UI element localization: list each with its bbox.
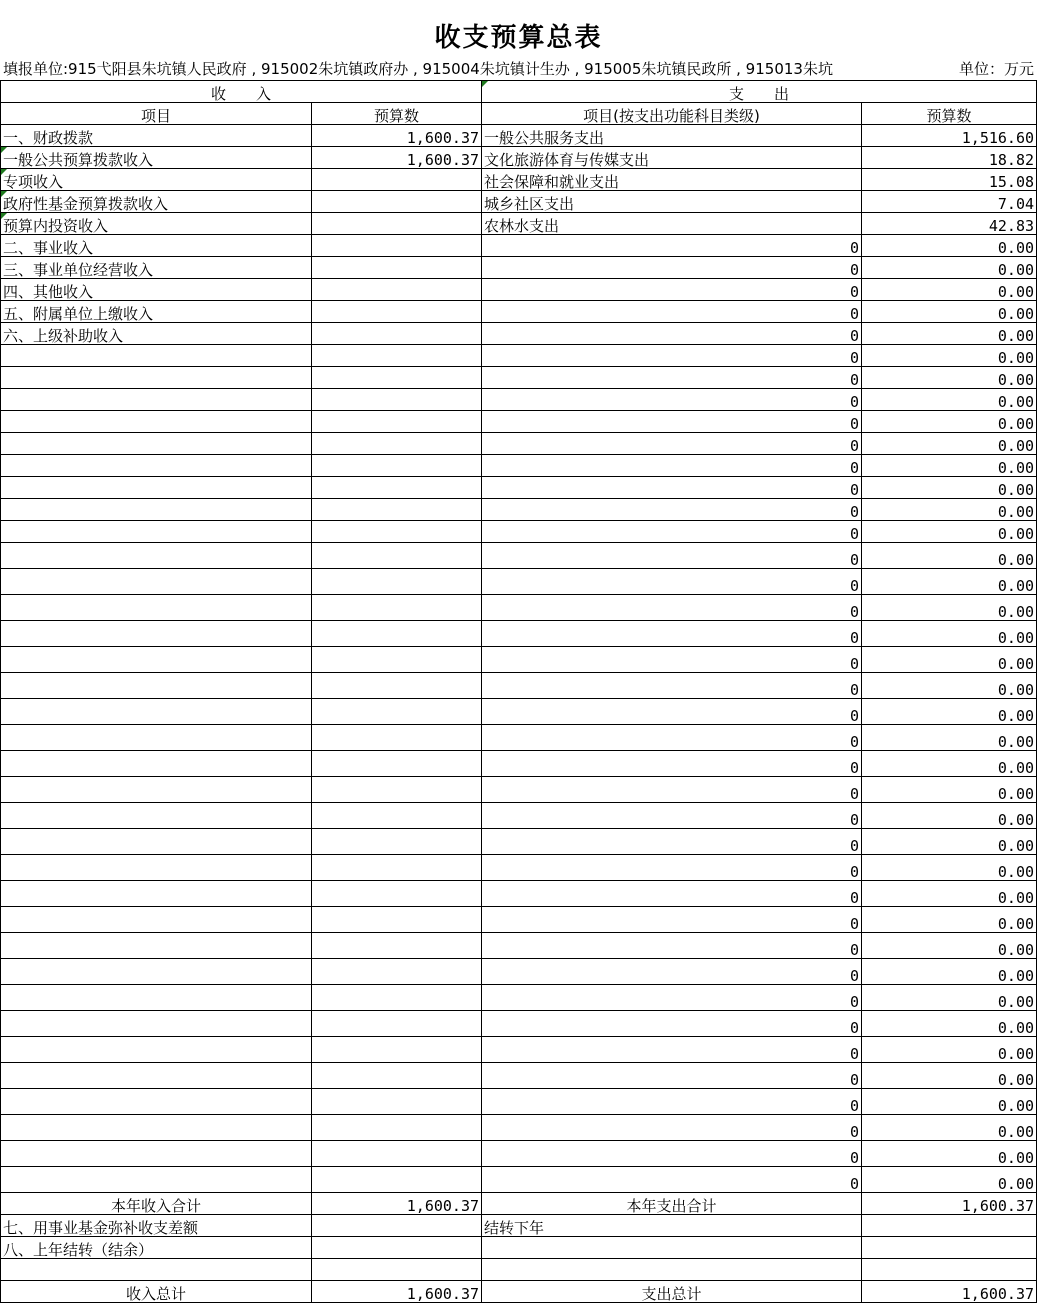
table-row: [1, 1115, 1037, 1141]
income-item-cell[interactable]: [1, 621, 312, 647]
table-row: [1, 777, 1037, 803]
expense-amount-cell[interactable]: 0.00: [862, 933, 1037, 959]
income-item-cell[interactable]: [1, 1011, 312, 1037]
expense-amount-cell[interactable]: 0.00: [862, 455, 1037, 477]
prev-carry-amount[interactable]: [312, 1237, 482, 1259]
income-item-cell[interactable]: [1, 499, 312, 521]
expense-amount-cell[interactable]: 0.00: [862, 595, 1037, 621]
income-item-cell[interactable]: [1, 1063, 312, 1089]
expense-amount-cell[interactable]: 0.00: [862, 881, 1037, 907]
table-row: [1, 301, 1037, 323]
expense-item-cell[interactable]: 文化旅游体育与传媒支出: [482, 147, 862, 169]
expense-item-cell[interactable]: 0: [482, 751, 862, 777]
expense-amount-cell[interactable]: 0.00: [862, 751, 1037, 777]
expense-amount-cell[interactable]: 0.00: [862, 477, 1037, 499]
table-row: [1, 367, 1037, 389]
expense-amount-cell[interactable]: 0.00: [862, 985, 1037, 1011]
income-item-cell[interactable]: [1, 673, 312, 699]
income-item-cell[interactable]: [1, 881, 312, 907]
income-amount-cell[interactable]: [312, 699, 482, 725]
expense-item-cell[interactable]: 0: [482, 595, 862, 621]
expense-item-cell[interactable]: 0: [482, 647, 862, 673]
table-row: [1, 345, 1037, 367]
expense-amount-cell[interactable]: 0.00: [862, 1011, 1037, 1037]
expense-item-cell[interactable]: 0: [482, 881, 862, 907]
expense-item-cell[interactable]: 0: [482, 1089, 862, 1115]
income-amount-cell[interactable]: [312, 881, 482, 907]
expense-amount-cell[interactable]: 0.00: [862, 777, 1037, 803]
income-item-cell[interactable]: [1, 595, 312, 621]
income-item-cell[interactable]: [1, 985, 312, 1011]
year-expense-total-amount[interactable]: 1,600.37: [862, 1193, 1037, 1215]
income-amount-cell[interactable]: [312, 647, 482, 673]
table-row: [1, 907, 1037, 933]
income-item-cell[interactable]: [1, 725, 312, 751]
expense-amount-cell[interactable]: 0.00: [862, 1037, 1037, 1063]
income-item-cell[interactable]: [1, 543, 312, 569]
grand-total-row: [1, 1281, 1037, 1303]
prev-carry-label[interactable]: 八、上年结转（结余）: [1, 1237, 312, 1259]
blank-cell[interactable]: [1, 1259, 312, 1281]
table-row: [1, 569, 1037, 595]
table-row: [1, 411, 1037, 433]
table-row: [1, 959, 1037, 985]
income-amount-cell[interactable]: [312, 213, 482, 235]
income-amount-cell[interactable]: [312, 235, 482, 257]
income-amount-cell[interactable]: [312, 829, 482, 855]
income-item-cell[interactable]: [1, 521, 312, 543]
income-amount-cell[interactable]: [312, 1037, 482, 1063]
expense-amount-cell[interactable]: 42.83: [862, 213, 1037, 235]
income-item-cell[interactable]: [1, 907, 312, 933]
table-row: [1, 1089, 1037, 1115]
year-income-total-amount[interactable]: 1,600.37: [312, 1193, 482, 1215]
expense-item-cell[interactable]: 一般公共服务支出: [482, 125, 862, 147]
expense-amount-header[interactable]: 预算数: [862, 103, 1037, 125]
income-item-cell[interactable]: [1, 477, 312, 499]
income-item-cell[interactable]: [1, 1167, 312, 1193]
expense-item-cell[interactable]: 0: [482, 301, 862, 323]
year-expense-total-label[interactable]: 本年支出合计: [482, 1193, 862, 1215]
income-item-cell[interactable]: [1, 1141, 312, 1167]
expense-amount-cell[interactable]: 0.00: [862, 235, 1037, 257]
expense-item-cell[interactable]: 0: [482, 455, 862, 477]
table-row: [1, 595, 1037, 621]
income-item-header[interactable]: 项目: [1, 103, 312, 125]
expense-item-cell[interactable]: 0: [482, 477, 862, 499]
total-expense-amount[interactable]: 1,600.37: [862, 1281, 1037, 1303]
income-item-cell[interactable]: [1, 433, 312, 455]
income-amount-cell[interactable]: [312, 323, 482, 345]
expense-amount-cell[interactable]: 18.82: [862, 147, 1037, 169]
expense-amount-cell[interactable]: 0.00: [862, 725, 1037, 751]
income-amount-cell[interactable]: [312, 411, 482, 433]
table-row: [1, 751, 1037, 777]
income-amount-cell[interactable]: [312, 855, 482, 881]
expense-amount-cell[interactable]: 0.00: [862, 389, 1037, 411]
table-row: [1, 1011, 1037, 1037]
income-item-cell[interactable]: 一般公共预算拨款收入: [1, 147, 312, 169]
income-amount-cell[interactable]: [312, 257, 482, 279]
income-item-cell[interactable]: 六、上级补助收入: [1, 323, 312, 345]
income-group-header[interactable]: 收 入: [1, 81, 482, 103]
income-amount-cell[interactable]: [312, 301, 482, 323]
expense-item-cell[interactable]: 0: [482, 1167, 862, 1193]
income-item-cell[interactable]: [1, 777, 312, 803]
expense-item-cell[interactable]: 0: [482, 1037, 862, 1063]
expense-amount-cell[interactable]: 0.00: [862, 1089, 1037, 1115]
expense-amount-cell[interactable]: 0.00: [862, 323, 1037, 345]
income-item-cell[interactable]: 三、事业单位经营收入: [1, 257, 312, 279]
income-item-cell[interactable]: [1, 389, 312, 411]
income-item-cell[interactable]: 专项收入: [1, 169, 312, 191]
income-item-cell[interactable]: [1, 803, 312, 829]
income-item-cell[interactable]: 预算内投资收入: [1, 213, 312, 235]
income-amount-cell[interactable]: [312, 1141, 482, 1167]
table-row: [1, 521, 1037, 543]
income-amount-cell[interactable]: [312, 621, 482, 647]
reporting-unit: 填报单位:915弋阳县朱坑镇人民政府 , 915002朱坑镇政府办 , 915004朱坑镇计生办 , 915005朱坑镇民政所 , 915013朱坑: [3, 60, 833, 78]
expense-item-cell[interactable]: 0: [482, 959, 862, 985]
expense-item-cell[interactable]: 0: [482, 521, 862, 543]
expense-item-cell[interactable]: 0: [482, 569, 862, 595]
income-item-cell[interactable]: [1, 751, 312, 777]
income-amount-cell[interactable]: [312, 1167, 482, 1193]
income-amount-cell[interactable]: [312, 433, 482, 455]
income-amount-cell[interactable]: [312, 345, 482, 367]
page-title: 收支预算总表: [434, 23, 603, 53]
expense-amount-cell[interactable]: 0.00: [862, 1063, 1037, 1089]
income-item-cell[interactable]: [1, 569, 312, 595]
expense-amount-cell[interactable]: 0.00: [862, 257, 1037, 279]
group-header-row: [1, 81, 1037, 103]
income-amount-cell[interactable]: [312, 751, 482, 777]
expense-amount-cell[interactable]: 0.00: [862, 1141, 1037, 1167]
table-row: [1, 543, 1037, 569]
expense-item-cell[interactable]: 0: [482, 673, 862, 699]
expense-item-cell[interactable]: 0: [482, 699, 862, 725]
expense-amount-cell[interactable]: 0.00: [862, 855, 1037, 881]
income-amount-cell[interactable]: [312, 959, 482, 985]
income-item-cell[interactable]: [1, 647, 312, 673]
table-row: [1, 933, 1037, 959]
income-amount-cell[interactable]: [312, 1011, 482, 1037]
income-item-cell[interactable]: [1, 1089, 312, 1115]
year-total-row: [1, 1193, 1037, 1215]
expense-item-cell[interactable]: 0: [482, 367, 862, 389]
expense-group-header[interactable]: 支 出: [482, 81, 1037, 103]
expense-amount-cell[interactable]: 0.00: [862, 367, 1037, 389]
total-income-amount[interactable]: 1,600.37: [312, 1281, 482, 1303]
income-amount-cell[interactable]: [312, 389, 482, 411]
blank-row: [1, 1259, 1037, 1281]
table-row: [1, 699, 1037, 725]
income-item-cell[interactable]: 四、其他收入: [1, 279, 312, 301]
expense-item-cell[interactable]: 0: [482, 777, 862, 803]
income-item-cell[interactable]: 政府性基金预算拨款收入: [1, 191, 312, 213]
expense-amount-cell[interactable]: 15.08: [862, 169, 1037, 191]
expense-amount-cell[interactable]: 0.00: [862, 621, 1037, 647]
table-row: [1, 477, 1037, 499]
income-amount-cell[interactable]: [312, 521, 482, 543]
table-row: [1, 803, 1037, 829]
expense-item-cell[interactable]: 0: [482, 389, 862, 411]
table-row: [1, 191, 1037, 213]
table-row: [1, 1141, 1037, 1167]
fund-gap-label[interactable]: 七、用事业基金弥补收支差额: [1, 1215, 312, 1237]
expense-item-cell[interactable]: 0: [482, 621, 862, 647]
income-amount-cell[interactable]: [312, 803, 482, 829]
fund-gap-row: [1, 1215, 1037, 1237]
income-item-cell[interactable]: [1, 1115, 312, 1141]
expense-amount-cell[interactable]: 0.00: [862, 907, 1037, 933]
expense-item-cell[interactable]: 0: [482, 345, 862, 367]
income-item-cell[interactable]: [1, 959, 312, 985]
prev-carry-row: [1, 1237, 1037, 1259]
expense-item-cell[interactable]: 社会保障和就业支出: [482, 169, 862, 191]
table-row: [1, 169, 1037, 191]
expense-amount-cell[interactable]: 7.04: [862, 191, 1037, 213]
blank-cell[interactable]: [482, 1259, 862, 1281]
income-amount-cell[interactable]: [312, 569, 482, 595]
expense-item-header[interactable]: 项目(按支出功能科目类级): [482, 103, 862, 125]
blank-cell[interactable]: [862, 1237, 1037, 1259]
table-row: [1, 213, 1037, 235]
expense-item-cell[interactable]: 0: [482, 257, 862, 279]
expense-item-cell[interactable]: 0: [482, 855, 862, 881]
expense-amount-cell[interactable]: 0.00: [862, 543, 1037, 569]
income-amount-cell[interactable]: [312, 477, 482, 499]
income-amount-cell[interactable]: [312, 1089, 482, 1115]
income-amount-cell[interactable]: [312, 455, 482, 477]
expense-amount-cell[interactable]: 0.00: [862, 499, 1037, 521]
income-amount-cell[interactable]: [312, 543, 482, 569]
income-item-cell[interactable]: [1, 367, 312, 389]
income-amount-cell[interactable]: [312, 725, 482, 751]
blank-cell[interactable]: [482, 1237, 862, 1259]
budget-table: [0, 80, 1037, 1303]
expense-item-cell[interactable]: 0: [482, 433, 862, 455]
income-item-cell[interactable]: [1, 699, 312, 725]
expense-item-cell[interactable]: 0: [482, 235, 862, 257]
income-item-cell[interactable]: [1, 455, 312, 477]
expense-amount-cell[interactable]: 0.00: [862, 279, 1037, 301]
income-amount-cell[interactable]: [312, 169, 482, 191]
income-item-cell[interactable]: 一、财政拨款: [1, 125, 312, 147]
fund-gap-amount[interactable]: [312, 1215, 482, 1237]
income-amount-cell[interactable]: [312, 777, 482, 803]
expense-amount-cell[interactable]: 0.00: [862, 569, 1037, 595]
expense-item-cell[interactable]: 0: [482, 1141, 862, 1167]
table-row: [1, 1167, 1037, 1193]
income-item-cell[interactable]: [1, 345, 312, 367]
expense-item-cell[interactable]: 0: [482, 543, 862, 569]
expense-item-cell[interactable]: 0: [482, 323, 862, 345]
expense-item-cell[interactable]: 0: [482, 933, 862, 959]
income-item-cell[interactable]: 五、附属单位上缴收入: [1, 301, 312, 323]
expense-item-cell[interactable]: 农林水支出: [482, 213, 862, 235]
expense-item-cell[interactable]: 0: [482, 1063, 862, 1089]
income-amount-cell[interactable]: [312, 191, 482, 213]
expense-amount-cell[interactable]: 0.00: [862, 803, 1037, 829]
table-row: [1, 389, 1037, 411]
expense-amount-cell[interactable]: 0.00: [862, 673, 1037, 699]
income-item-cell[interactable]: 二、事业收入: [1, 235, 312, 257]
income-amount-cell[interactable]: [312, 907, 482, 933]
total-income-label[interactable]: 收入总计: [1, 1281, 312, 1303]
income-amount-cell[interactable]: [312, 933, 482, 959]
expense-item-cell[interactable]: 0: [482, 725, 862, 751]
income-item-cell[interactable]: [1, 855, 312, 881]
expense-item-cell[interactable]: 0: [482, 985, 862, 1011]
expense-amount-cell[interactable]: 0.00: [862, 829, 1037, 855]
income-amount-cell[interactable]: [312, 367, 482, 389]
income-item-cell[interactable]: [1, 933, 312, 959]
table-row: [1, 621, 1037, 647]
expense-amount-cell[interactable]: 0.00: [862, 699, 1037, 725]
expense-item-cell[interactable]: 0: [482, 829, 862, 855]
expense-amount-cell[interactable]: 0.00: [862, 301, 1037, 323]
year-income-total-label[interactable]: 本年收入合计: [1, 1193, 312, 1215]
expense-item-cell[interactable]: 城乡社区支出: [482, 191, 862, 213]
carry-next-label[interactable]: 结转下年: [482, 1215, 862, 1237]
table-row: [1, 725, 1037, 751]
expense-amount-cell[interactable]: 0.00: [862, 959, 1037, 985]
table-row: [1, 829, 1037, 855]
table-row: [1, 881, 1037, 907]
table-row: [1, 235, 1037, 257]
expense-item-cell[interactable]: 0: [482, 1011, 862, 1037]
expense-item-cell[interactable]: 0: [482, 499, 862, 521]
column-header-row: [1, 103, 1037, 125]
income-amount-cell[interactable]: [312, 985, 482, 1011]
expense-amount-cell[interactable]: 0.00: [862, 521, 1037, 543]
income-item-cell[interactable]: [1, 829, 312, 855]
table-row: [1, 1063, 1037, 1089]
income-amount-cell[interactable]: [312, 499, 482, 521]
table-row: [1, 147, 1037, 169]
expense-amount-cell[interactable]: 0.00: [862, 433, 1037, 455]
income-item-cell[interactable]: [1, 1037, 312, 1063]
blank-cell[interactable]: [862, 1259, 1037, 1281]
expense-amount-cell[interactable]: 0.00: [862, 647, 1037, 673]
expense-item-cell[interactable]: 0: [482, 1115, 862, 1141]
table-row: [1, 279, 1037, 301]
total-expense-label[interactable]: 支出总计: [482, 1281, 862, 1303]
expense-amount-cell[interactable]: 0.00: [862, 411, 1037, 433]
income-amount-cell[interactable]: [312, 1115, 482, 1141]
currency-unit: 单位：万元: [958, 60, 1034, 78]
table-row: [1, 125, 1037, 147]
table-row: [1, 855, 1037, 881]
income-amount-cell[interactable]: 1,600.37: [312, 125, 482, 147]
table-row: [1, 257, 1037, 279]
table-row: [1, 985, 1037, 1011]
table-row: [1, 433, 1037, 455]
income-amount-cell[interactable]: [312, 673, 482, 699]
expense-amount-cell[interactable]: 0.00: [862, 1167, 1037, 1193]
table-row: [1, 673, 1037, 699]
table-row: [1, 647, 1037, 673]
income-amount-cell[interactable]: [312, 279, 482, 301]
table-row: [1, 455, 1037, 477]
table-row: [1, 499, 1037, 521]
income-amount-cell[interactable]: [312, 1063, 482, 1089]
expense-item-cell[interactable]: 0: [482, 279, 862, 301]
income-amount-cell[interactable]: 1,600.37: [312, 147, 482, 169]
expense-item-cell[interactable]: 0: [482, 803, 862, 829]
blank-cell[interactable]: [312, 1259, 482, 1281]
expense-amount-cell[interactable]: 0.00: [862, 345, 1037, 367]
expense-item-cell[interactable]: 0: [482, 907, 862, 933]
income-item-cell[interactable]: [1, 411, 312, 433]
table-row: [1, 323, 1037, 345]
income-amount-header[interactable]: 预算数: [312, 103, 482, 125]
table-row: [1, 1037, 1037, 1063]
expense-item-cell[interactable]: 0: [482, 411, 862, 433]
expense-amount-cell[interactable]: 1,516.60: [862, 125, 1037, 147]
income-amount-cell[interactable]: [312, 595, 482, 621]
carry-next-amount[interactable]: [862, 1215, 1037, 1237]
expense-amount-cell[interactable]: 0.00: [862, 1115, 1037, 1141]
